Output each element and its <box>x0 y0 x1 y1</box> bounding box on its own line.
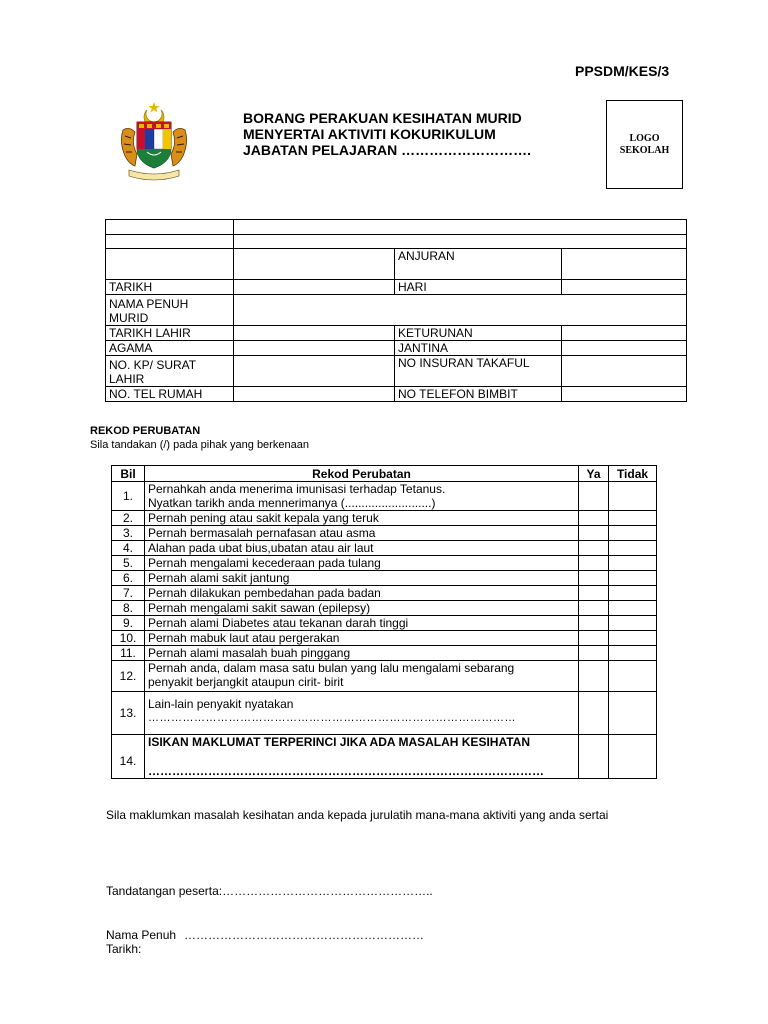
ya-checkbox[interactable] <box>579 571 609 586</box>
ya-checkbox[interactable] <box>579 601 609 616</box>
record-item: Pernah pening atau sakit kepala yang teruk <box>145 511 579 526</box>
tarikh-lahir-field[interactable] <box>234 326 395 341</box>
ya-checkbox[interactable] <box>579 735 609 779</box>
tidak-checkbox[interactable] <box>609 616 657 631</box>
row-number: 12. <box>112 661 145 692</box>
row-number: 4. <box>112 541 145 556</box>
no-tel-rumah-label: NO. TEL RUMAH <box>106 387 234 402</box>
hari-label: HARI <box>395 280 562 295</box>
ya-checkbox[interactable] <box>579 482 609 511</box>
nama-penuh-field[interactable] <box>234 295 687 326</box>
record-item: Pernah mabuk laut atau pergerakan <box>145 631 579 646</box>
row-number: 3. <box>112 526 145 541</box>
no-telefon-bimbit-label: NO TELEFON BIMBIT <box>395 387 562 402</box>
ya-checkbox[interactable] <box>579 556 609 571</box>
info-cell-blank <box>106 220 234 235</box>
record-line: Pernahkah anda menerima imunisasi terhadap Tetanus. <box>148 482 446 496</box>
tidak-checkbox[interactable] <box>609 541 657 556</box>
signature-field[interactable]: …………………………………………….. <box>222 884 433 898</box>
date-label: Tarikh: <box>106 942 142 956</box>
col-header-tidak: Tidak <box>609 466 657 482</box>
record-line: ISIKAN MAKLUMAT TERPERINCI JIKA ADA MASALAH KESIHATAN <box>148 735 530 749</box>
lain-lain-fill-line[interactable]: …………………………………………………………………………………… <box>148 712 516 724</box>
row-number: 6. <box>112 571 145 586</box>
form-title-line: JABATAN PELAJARAN ………………………. <box>243 142 532 158</box>
anjuran-field[interactable] <box>562 249 687 280</box>
row-number: 8. <box>112 601 145 616</box>
signature-line <box>106 884 433 898</box>
ya-checkbox[interactable] <box>579 692 609 735</box>
tarikh-lahir-label: TARIKH LAHIR <box>106 326 234 341</box>
hari-field[interactable] <box>562 280 687 295</box>
no-insuran-label: NO INSURAN TAKAFUL <box>395 356 562 387</box>
ya-checkbox[interactable] <box>579 526 609 541</box>
no-kp-label: NO. KP/ SURAT LAHIR <box>106 356 234 387</box>
info-cell-blank <box>106 235 234 249</box>
tidak-checkbox[interactable] <box>609 571 657 586</box>
record-item: Pernah alami Diabetes atau tekanan darah tinggi <box>145 616 579 631</box>
record-item <box>145 661 579 692</box>
section-title: REKOD PERUBATAN <box>90 425 201 437</box>
jantina-label: JANTINA <box>395 341 562 356</box>
row-number: 7. <box>112 586 145 601</box>
school-logo-placeholder <box>606 100 683 189</box>
tarikh-label: TARIKH <box>106 280 234 295</box>
row-number: 2. <box>112 511 145 526</box>
full-name-field[interactable]: …………………………………………………… <box>184 928 425 942</box>
row-number: 13. <box>112 692 145 735</box>
agama-label: AGAMA <box>106 341 234 356</box>
tidak-checkbox[interactable] <box>609 661 657 692</box>
tidak-checkbox[interactable] <box>609 482 657 511</box>
no-kp-field[interactable] <box>234 356 395 387</box>
no-insuran-field[interactable] <box>562 356 687 387</box>
info-field-input[interactable] <box>234 220 687 235</box>
tidak-checkbox[interactable] <box>609 601 657 616</box>
agama-field[interactable] <box>234 341 395 356</box>
record-line: Nyatkan tarikh anda mennerimanya (..........................) <box>148 496 436 510</box>
tidak-checkbox[interactable] <box>609 631 657 646</box>
tidak-checkbox[interactable] <box>609 735 657 779</box>
nama-penuh-label: NAMA PENUH MURID <box>106 295 234 326</box>
record-item: Pernah bermasalah pernafasan atau asma <box>145 526 579 541</box>
info-cell-blank <box>106 249 234 280</box>
record-item: Pernah alami masalah buah pinggang <box>145 646 579 661</box>
tidak-checkbox[interactable] <box>609 586 657 601</box>
signature-label: Tandatangan peserta: <box>106 884 223 898</box>
row-number: 5. <box>112 556 145 571</box>
ya-checkbox[interactable] <box>579 646 609 661</box>
ya-checkbox[interactable] <box>579 661 609 692</box>
tidak-checkbox[interactable] <box>609 692 657 735</box>
section-instruction: Sila tandakan (/) pada pihak yang berkenaan <box>90 439 309 451</box>
tidak-checkbox[interactable] <box>609 511 657 526</box>
logo-box-line: SEKOLAH <box>619 144 670 156</box>
row-number: 9. <box>112 616 145 631</box>
student-info-table <box>105 219 687 402</box>
medical-record-table <box>111 465 657 779</box>
record-item: Pernah alami sakit jantung <box>145 571 579 586</box>
info-field-input[interactable] <box>234 249 395 280</box>
logo-box-line: LOGO <box>629 132 660 144</box>
col-header-rekod: Rekod Perubatan <box>145 466 579 482</box>
ya-checkbox[interactable] <box>579 541 609 556</box>
record-item <box>145 735 579 779</box>
form-title-line: MENYERTAI AKTIVITI KOKURIKULUM <box>243 126 496 142</box>
document-code: PPSDM/KES/3 <box>575 63 670 79</box>
record-item: Pernah dilakukan pembedahan pada badan <box>145 586 579 601</box>
ya-checkbox[interactable] <box>579 631 609 646</box>
keturunan-label: KETURUNAN <box>395 326 562 341</box>
tidak-checkbox[interactable] <box>609 556 657 571</box>
info-field-input[interactable] <box>234 235 687 249</box>
row-number: 1. <box>112 482 145 511</box>
tidak-checkbox[interactable] <box>609 526 657 541</box>
record-item <box>145 692 579 735</box>
row-number: 11. <box>112 646 145 661</box>
row-number: 14. <box>112 735 145 779</box>
row-number: 10. <box>112 631 145 646</box>
record-line: Lain-lain penyakit nyatakan <box>148 697 294 711</box>
detail-fill-line[interactable]: ……………………………………………………………………………………… <box>148 764 544 778</box>
record-item: Pernah mengalami sakit sawan (epilepsy) <box>145 601 579 616</box>
notice-text: Sila maklumkan masalah kesihatan anda kepada jurulatih mana-mana aktiviti yang anda sertai <box>106 808 609 822</box>
record-line: penyakit berjangkit ataupun cirit- birit <box>148 675 344 689</box>
ya-checkbox[interactable] <box>579 511 609 526</box>
form-title <box>243 110 531 158</box>
tarikh-field[interactable] <box>234 280 395 295</box>
no-telefon-bimbit-field[interactable] <box>562 387 687 402</box>
col-header-ya: Ya <box>579 466 609 482</box>
malaysia-coat-of-arms-icon <box>117 100 191 182</box>
ya-checkbox[interactable] <box>579 586 609 601</box>
col-header-bil: Bil <box>112 466 145 482</box>
record-line: Pernah anda, dalam masa satu bulan yang lalu mengalami sebarang <box>148 661 515 675</box>
ya-checkbox[interactable] <box>579 616 609 631</box>
jantina-field[interactable] <box>562 341 687 356</box>
anjuran-label: ANJURAN <box>395 249 562 280</box>
form-title-line: BORANG PERAKUAN KESIHATAN MURID <box>243 110 522 126</box>
full-name-line <box>106 928 424 942</box>
record-item: Alahan pada ubat bius,ubatan atau air laut <box>145 541 579 556</box>
full-name-label: Nama Penuh <box>106 928 177 942</box>
record-item: Pernah mengalami kecederaan pada tulang <box>145 556 579 571</box>
record-item <box>145 482 579 511</box>
keturunan-field[interactable] <box>562 326 687 341</box>
tidak-checkbox[interactable] <box>609 646 657 661</box>
no-tel-rumah-field[interactable] <box>234 387 395 402</box>
